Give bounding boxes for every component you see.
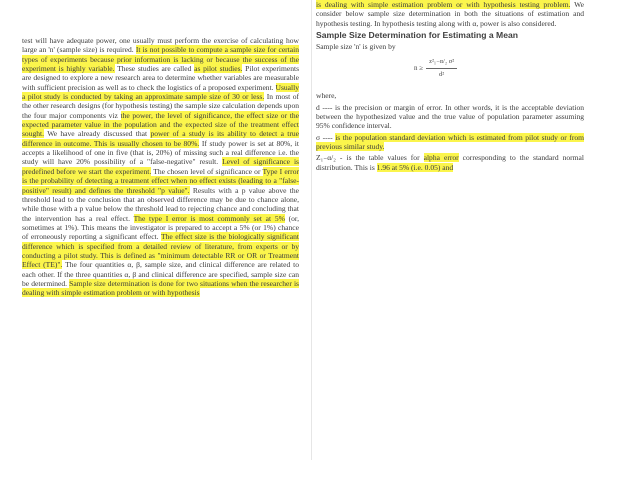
left-paragraph bbox=[22, 36, 299, 298]
body-text: Pilot experiments are designed to explore a new research area to determine whether variables are measurable with sufficient precision as well as to check the logistics of a proposed experiment. bbox=[22, 64, 300, 92]
body-text: corresponding to the standard normal distribution. This is bbox=[316, 153, 584, 172]
body-text: d ---- is the precision or margin of error. In other words, it is the acceptable deviation between the hypothesized value and the true value of population parameter assuming 95% confidence interval. bbox=[316, 102, 584, 131]
sigma-definition bbox=[316, 133, 584, 152]
highlighted-text: is the population standard deviation which is estimated from pilot study or from previous similar study. bbox=[316, 132, 584, 152]
highlighted-text: Usually a pilot study is conducted by taking an approximate sample size of 30 or less. bbox=[22, 82, 299, 102]
highlighted-text: Sample size determination is done for two situations when the researcher is dealing with simple estimation problem or with hypothesis bbox=[22, 278, 299, 298]
left-column-text bbox=[22, 36, 299, 300]
formula-numerator: z²₁₋α/₂ σ² bbox=[426, 57, 457, 68]
highlighted-text: power of a study is its ability to detect a true difference in outcome. This is usually chosen to be 80%. bbox=[22, 129, 300, 148]
z-definition bbox=[316, 153, 584, 172]
highlighted-text: as pilot studies. bbox=[194, 64, 243, 74]
highlighted-text: The type I error is most commonly set at 5% bbox=[133, 213, 285, 223]
highlighted-text: alpha error bbox=[423, 153, 459, 163]
body-text: In most of the other research designs (for hypothesis testing) the sample size calculation depends upon the four major components viz bbox=[22, 92, 299, 120]
body-text: We consider below sample size determination in both the situations of estimation and hypothesis testing. In hypothesis testing along with α, power is also considered. bbox=[316, 0, 584, 28]
sample-size-line: Sample size 'n' is given by bbox=[316, 42, 396, 52]
sample-size-formula bbox=[316, 53, 584, 87]
body-text: If study power is set at 80%, it accepts a likelihood of one in five (that is, 20%) of missing such a real difference i.e. the study will have 20% possibility of a "false-negative" result. bbox=[22, 138, 299, 167]
body-text: σ ---- bbox=[316, 132, 336, 142]
highlighted-text: Type I error is the probability of detecting a treatment effect when no effect exists (leading to a "false-positive" result) and defines the threshold "p value". bbox=[22, 166, 299, 195]
body-text: The four quantities α, β, sample size, and clinical difference are related to each other. If the three quantities α, β and clinical difference are specified, sample size can be determined. bbox=[22, 260, 299, 288]
highlighted-text: It is not possible to compute a sample size for certain types of experiments because prior information is lacking or because the success of the experiment is highly variable. bbox=[22, 45, 300, 74]
body-text: These studies are called bbox=[114, 64, 195, 74]
page-gutter bbox=[311, 0, 312, 460]
formula-fraction bbox=[426, 57, 457, 79]
section-heading: Sample Size Determination for Estimating a Mean bbox=[316, 30, 518, 41]
right-column-text bbox=[316, 0, 584, 174]
highlighted-text: Level of significance is predefined before we start the experiment. bbox=[22, 157, 299, 176]
body-text: (or, sometimes at 1%). This means the investigator is prepared to accept a 5% (or 1%) chance of erroneously reporting a significant effect. bbox=[22, 213, 300, 242]
highlighted-text: The effect size is the biologically significant difference which is specified from a detailed review of literature, from experts or by conducting a pilot study. This is defined as "minimum detectable RR or OR or Treatment Effect (TE)". bbox=[22, 232, 299, 270]
formula-lhs: n ≥ bbox=[414, 63, 424, 72]
body-text: We have already discussed that bbox=[44, 129, 151, 139]
highlighted-text: 1.96 at 5% (i.e. 0.05) and bbox=[376, 162, 454, 172]
body-text: Z₁₋α/₂ - is the table values for bbox=[316, 153, 424, 163]
highlighted-text: is dealing with simple estimation problem or with hypothesis testing problem. bbox=[316, 0, 571, 9]
d-definition bbox=[316, 103, 584, 131]
where-label: where, bbox=[316, 91, 337, 101]
body-text: The chosen level of significance or bbox=[151, 166, 263, 176]
formula-denominator: d² bbox=[439, 70, 445, 78]
right-intro-paragraph bbox=[316, 0, 584, 28]
highlighted-text: the power, the level of significance, the effect size or the expected parameter value in the population and the expected size of the treatment effect sought. bbox=[22, 110, 299, 139]
body-text: Results with a p value above the threshold lead to the conclusion that an observed difference may be due to chance alone, while those with a p value below the threshold lead to rejecting chance and concluding that the intervention has a real effect. bbox=[22, 185, 299, 223]
body-text: test will have adequate power, one usually must perform the exercise of calculating how large an 'n' (sample size) is required. bbox=[22, 36, 299, 55]
